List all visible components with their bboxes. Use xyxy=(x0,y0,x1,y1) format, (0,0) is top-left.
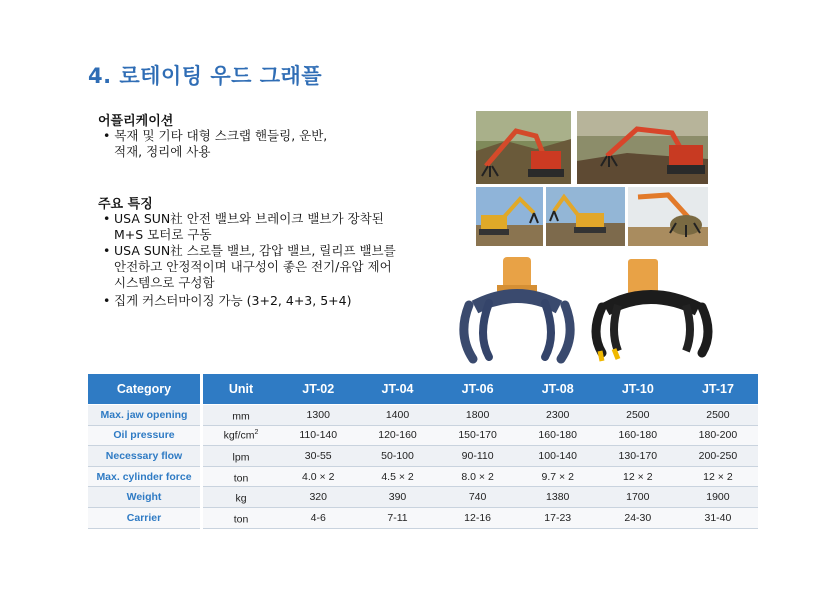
row-label: Carrier xyxy=(88,507,202,528)
row-unit: ton xyxy=(202,466,280,487)
spec-table xyxy=(88,374,758,529)
row-unit: kg xyxy=(202,487,280,508)
applications-line-1: • 목재 및 기타 대형 스크랩 핸들링, 운반, xyxy=(103,128,328,143)
feature-2-line-2: 안전하고 안정적이며 내구성이 좋은 전기/유압 제어 xyxy=(114,259,392,274)
feature-item-1 xyxy=(103,211,384,243)
bullet-icon: • xyxy=(103,243,111,258)
table-cell: 9.7 × 2 xyxy=(518,466,598,487)
table-row xyxy=(88,446,758,467)
table-cell: 200-250 xyxy=(678,446,758,467)
excavator-photo-4 xyxy=(546,187,625,246)
header-model: JT-08 xyxy=(518,374,598,405)
table-cell: 1380 xyxy=(518,487,598,508)
excavator-photo-3 xyxy=(476,187,543,246)
row-label: Max. cylinder force xyxy=(88,466,202,487)
table-row xyxy=(88,487,758,508)
header-model: JT-04 xyxy=(357,374,437,405)
header-unit: Unit xyxy=(202,374,280,405)
header-category: Category xyxy=(88,374,202,405)
table-cell: 8.0 × 2 xyxy=(438,466,518,487)
table-cell: 12-16 xyxy=(438,507,518,528)
row-unit: lpm xyxy=(202,446,280,467)
feature-item-3 xyxy=(103,293,351,309)
table-cell: 50-100 xyxy=(357,446,437,467)
table-cell: 100-140 xyxy=(518,446,598,467)
table-cell: 160-180 xyxy=(598,425,678,446)
table-row xyxy=(88,405,758,426)
row-label: Oil pressure xyxy=(88,425,202,446)
table-cell: 31-40 xyxy=(678,507,758,528)
grapple-black-illustration xyxy=(590,255,715,367)
table-cell: 1800 xyxy=(438,405,518,426)
header-model: JT-06 xyxy=(438,374,518,405)
table-cell: 17-23 xyxy=(518,507,598,528)
row-unit: kgf/$cm^2$ xyxy=(202,425,280,446)
table-cell: 4.0 × 2 xyxy=(279,466,357,487)
table-row xyxy=(88,425,758,446)
row-unit: mm xyxy=(202,405,280,426)
header-model: JT-17 xyxy=(678,374,758,405)
grapple-blue-illustration xyxy=(455,255,580,367)
table-cell: 110-140 xyxy=(279,425,357,446)
feature-1-line-2: M+S 모터로 구동 xyxy=(114,227,212,242)
table-cell: 12 × 2 xyxy=(598,466,678,487)
applications-heading: 어플리케이션 xyxy=(98,114,174,129)
row-label: Max. jaw opening xyxy=(88,405,202,426)
applications-text xyxy=(103,128,327,160)
table-cell: 160-180 xyxy=(518,425,598,446)
table-cell: 90-110 xyxy=(438,446,518,467)
table-cell: 24-30 xyxy=(598,507,678,528)
table-cell: 12 × 2 xyxy=(678,466,758,487)
row-label: Weight xyxy=(88,487,202,508)
excavator-photo-5 xyxy=(628,187,708,246)
header-model: JT-10 xyxy=(598,374,678,405)
table-cell: 4.5 × 2 xyxy=(357,466,437,487)
feature-1-line-1: USA SUN社 안전 밸브와 브레이크 밸브가 장착된 xyxy=(114,211,384,226)
row-label: Necessary flow xyxy=(88,446,202,467)
excavator-photo-1 xyxy=(476,111,571,184)
table-cell: 120-160 xyxy=(357,425,437,446)
table-header-row xyxy=(88,374,758,405)
feature-item-2 xyxy=(103,243,396,291)
features-heading: 주요 특징 xyxy=(98,197,153,212)
excavator-photo-2 xyxy=(577,111,708,184)
table-cell: 320 xyxy=(279,487,357,508)
table-cell: 1900 xyxy=(678,487,758,508)
bullet-icon: • xyxy=(103,293,111,308)
feature-2-line-3: 시스템으로 구성함 xyxy=(114,275,215,290)
table-cell: 130-170 xyxy=(598,446,678,467)
table-cell: 1400 xyxy=(357,405,437,426)
applications-line-2: 적재, 정리에 사용 xyxy=(114,144,211,159)
table-cell: 7-11 xyxy=(357,507,437,528)
header-model: JT-02 xyxy=(279,374,357,405)
table-row xyxy=(88,507,758,528)
table-cell: 740 xyxy=(438,487,518,508)
table-row xyxy=(88,466,758,487)
table-cell: 30-55 xyxy=(279,446,357,467)
feature-3-line-1: 집게 커스터마이징 가능 (3+2, 4+3, 5+4) xyxy=(114,293,352,308)
table-cell: 2300 xyxy=(518,405,598,426)
table-cell: 180-200 xyxy=(678,425,758,446)
table-cell: 390 xyxy=(357,487,437,508)
table-cell: 1300 xyxy=(279,405,357,426)
page-title: 4. 로테이팅 우드 그래플 xyxy=(88,64,323,88)
table-cell: 2500 xyxy=(678,405,758,426)
table-cell: 150-170 xyxy=(438,425,518,446)
feature-2-line-1: USA SUN社 스로틀 밸브, 감압 밸브, 릴리프 밸브를 xyxy=(114,243,396,258)
bullet-icon: • xyxy=(103,211,111,226)
table-cell: 1700 xyxy=(598,487,678,508)
table-cell: 2500 xyxy=(598,405,678,426)
table-cell: 4-6 xyxy=(279,507,357,528)
row-unit: ton xyxy=(202,507,280,528)
